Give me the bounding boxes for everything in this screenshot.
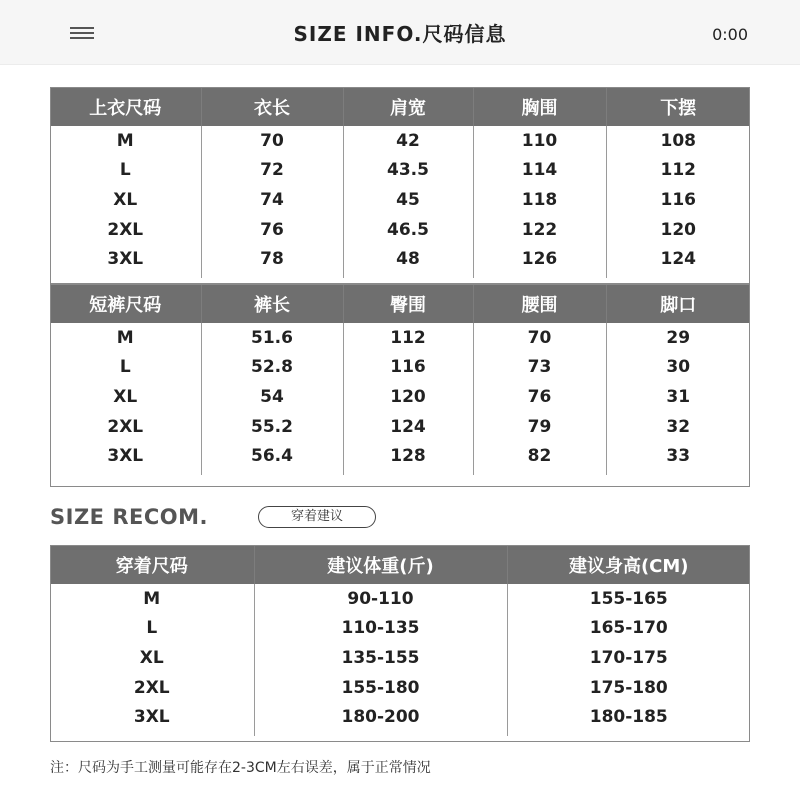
column-header: 衣长: [201, 87, 343, 126]
app-header: [0, 0, 800, 65]
column-header: 下摆: [606, 87, 750, 126]
table-row: [50, 382, 750, 412]
column-header: 穿着尺码: [50, 545, 254, 584]
column-header: 腰围: [473, 284, 606, 323]
table-cell: 90-110: [254, 584, 507, 614]
shorts-size-table: [50, 284, 750, 475]
column-header: 短裤尺码: [50, 284, 201, 323]
table-cell: 122: [473, 215, 606, 245]
table-cell: 135-155: [254, 643, 507, 673]
table-cell: XL: [139, 647, 164, 668]
table-cell: 76: [473, 382, 606, 412]
table-cell: 3XL: [107, 446, 144, 467]
table-cell: 70: [201, 126, 343, 156]
table-cell: 124: [606, 244, 750, 278]
page-title: SIZE INFO.尺码信息: [293, 22, 507, 46]
measurement-note: 注：尺码为手工测量可能存在2-3CM左右误差，属于正常情况: [50, 760, 431, 776]
tops-size-table: [50, 87, 750, 278]
table-cell: 2XL: [107, 416, 144, 437]
table-cell: L: [119, 160, 131, 181]
table-cell: 76: [201, 215, 343, 245]
table-cell: 31: [606, 382, 750, 412]
table-cell: 3XL: [133, 707, 170, 728]
table-cell: 79: [473, 412, 606, 442]
table-row: [50, 441, 750, 475]
table-cell: 114: [473, 156, 606, 186]
table-row: [50, 323, 750, 353]
table-cell: 180-200: [254, 702, 507, 736]
table-cell: 56.4: [201, 441, 343, 475]
column-header: 裤长: [201, 284, 343, 323]
table-row: [50, 673, 750, 703]
table-cell: 32: [606, 412, 750, 442]
table-cell: XL: [113, 189, 138, 210]
table-cell: 54: [201, 382, 343, 412]
column-header: 建议体重(斤): [254, 545, 507, 584]
table-cell: 165-170: [507, 614, 750, 644]
table-row: [50, 126, 750, 156]
table-cell: 42: [343, 126, 473, 156]
table-cell: 43.5: [343, 156, 473, 186]
recom-header-row: [50, 545, 750, 584]
table-cell: 180-185: [507, 702, 750, 736]
table-row: [50, 614, 750, 644]
table-cell: 51.6: [201, 323, 343, 353]
table-row: [50, 156, 750, 186]
table-cell: 73: [473, 353, 606, 383]
table-cell: 29: [606, 323, 750, 353]
table-cell: 128: [343, 441, 473, 475]
table-cell: 55.2: [201, 412, 343, 442]
table-cell: 175-180: [507, 673, 750, 703]
wear-advice-badge: 穿着建议: [258, 506, 376, 528]
column-header: 建议身高(CM): [507, 545, 750, 584]
table-cell: 118: [473, 185, 606, 215]
table-cell: 45: [343, 185, 473, 215]
table-cell: 116: [606, 185, 750, 215]
status-time: 0:00: [712, 25, 748, 44]
table-cell: 155-165: [507, 584, 750, 614]
table-cell: M: [116, 130, 134, 151]
size-recom-title: SIZE RECOM.: [50, 505, 208, 529]
table-row: [50, 412, 750, 442]
table-cell: 110: [473, 126, 606, 156]
table-cell: 70: [473, 323, 606, 353]
table-cell: 82: [473, 441, 606, 475]
table-row: [50, 643, 750, 673]
table-cell: M: [116, 327, 134, 348]
table-cell: 108: [606, 126, 750, 156]
table-row: [50, 353, 750, 383]
table-cell: 2XL: [107, 219, 144, 240]
table-cell: 112: [343, 323, 473, 353]
table-cell: 72: [201, 156, 343, 186]
table-cell: 78: [201, 244, 343, 278]
column-header: 上衣尺码: [50, 87, 201, 126]
tops-header-row: [50, 87, 750, 126]
table-cell: 170-175: [507, 643, 750, 673]
table-cell: M: [143, 588, 161, 609]
table-cell: XL: [113, 386, 138, 407]
column-header: 胸围: [473, 87, 606, 126]
column-header: 臀围: [343, 284, 473, 323]
table-cell: 2XL: [133, 677, 170, 698]
table-cell: 116: [343, 353, 473, 383]
table-row: [50, 702, 750, 736]
table-cell: L: [146, 618, 158, 639]
table-cell: 30: [606, 353, 750, 383]
table-row: [50, 185, 750, 215]
table-cell: 33: [606, 441, 750, 475]
size-recommendation-table: [50, 545, 750, 736]
table-cell: 46.5: [343, 215, 473, 245]
table-cell: L: [119, 357, 131, 378]
table-cell: 120: [343, 382, 473, 412]
table-cell: 110-135: [254, 614, 507, 644]
table-cell: 120: [606, 215, 750, 245]
table-cell: 112: [606, 156, 750, 186]
column-header: 肩宽: [343, 87, 473, 126]
table-cell: 48: [343, 244, 473, 278]
table-cell: 74: [201, 185, 343, 215]
table-row: [50, 215, 750, 245]
table-cell: 124: [343, 412, 473, 442]
column-header: 脚口: [606, 284, 750, 323]
shorts-header-row: [50, 284, 750, 323]
table-cell: 126: [473, 244, 606, 278]
table-cell: 3XL: [107, 249, 144, 270]
table-cell: 52.8: [201, 353, 343, 383]
table-row: [50, 584, 750, 614]
table-row: [50, 244, 750, 278]
table-cell: 155-180: [254, 673, 507, 703]
